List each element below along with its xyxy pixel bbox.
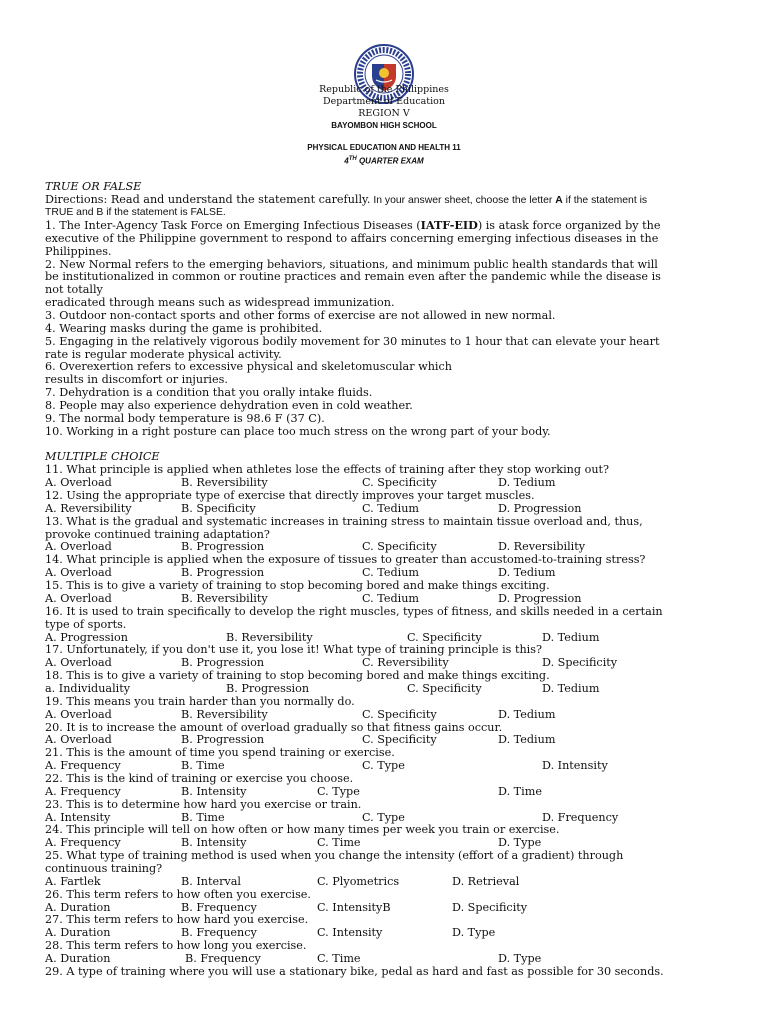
tf-question-5-cont: rate is regular moderate physical activity. xyxy=(45,348,282,361)
tf-question-8: 8. People may also experience dehydration even in cold weather. xyxy=(45,399,413,412)
mc-question-25-cont: continuous training? xyxy=(45,862,163,875)
tf-question-1-cont: executive of the Philippine government to respond to affairs concerning emerging infectious diseases in the xyxy=(45,232,659,245)
choice-b: B. Specificity xyxy=(181,502,256,515)
choice-d: D. Tedium xyxy=(498,733,556,746)
tf-question-4: 4. Wearing masks during the game is prohibited. xyxy=(45,322,323,335)
choice-b: B. Frequency xyxy=(181,926,257,939)
choice-c: C. Specificity xyxy=(362,540,437,553)
choice-d: D. Progression xyxy=(498,592,582,605)
choice-b: B. Progression xyxy=(226,682,310,695)
header-school: BAYOMBON HIGH SCHOOL xyxy=(331,121,437,130)
choice-a: A. Frequency xyxy=(45,836,121,849)
choice-d: D. Frequency xyxy=(542,811,619,824)
choice-b: B. Reversibility xyxy=(226,631,313,644)
choice-a: A. Overload xyxy=(45,733,112,746)
choice-a: A. Overload xyxy=(45,592,112,605)
choice-b: B. Reversibility xyxy=(181,708,268,721)
mc-question-18: 18. This is to give a variety of training to stop becoming bored and make things exciting. xyxy=(45,669,550,682)
choice-a: A. Frequency xyxy=(45,759,121,772)
header-region: REGION V xyxy=(358,108,410,119)
choice-b: B. Time xyxy=(181,759,225,772)
choice-c: C. Type xyxy=(362,811,405,824)
tf-question-7: 7. Dehydration is a condition that you orally intake fluids. xyxy=(45,386,373,399)
tf-section-title: TRUE OR FALSE xyxy=(45,180,142,193)
tf-question-9: 9. The normal body temperature is 98.6 F (37 C). xyxy=(45,412,325,425)
mc-question-12: 12. Using the appropriate type of exercise that directly improves your target muscles. xyxy=(45,489,535,502)
choice-d: D. Type xyxy=(498,836,542,849)
choice-a: A. Fartlek xyxy=(45,875,101,888)
choice-a: A. Overload xyxy=(45,656,112,669)
tf-question-2: 2. New Normal refers to the emerging behaviors, situations, and minimum public health standards that will xyxy=(45,258,658,271)
choice-d: D. Progression xyxy=(498,502,582,515)
choice-d: D. Tedium xyxy=(542,682,600,695)
choice-d: D. Specificity xyxy=(542,656,618,669)
choice-c: C. Type xyxy=(362,759,405,772)
choice-c: C. Plyometrics xyxy=(317,875,400,888)
choice-c: C. Tedium xyxy=(362,566,420,579)
mc-question-11: 11. What principle is applied when athletes lose the effects of training after they stop working out? xyxy=(45,463,610,476)
tf-question-1: 1. The Inter-Agency Task Force on Emerging Infectious Diseases (IATF-EID) is atask force organized by the xyxy=(45,218,661,232)
choice-c: C. Specificity xyxy=(362,733,437,746)
choice-d: D. Type xyxy=(452,926,496,939)
mc-question-16: 16. It is used to train specifically to develop the right muscles, types of fitness, and skills needed in a certain xyxy=(45,605,663,618)
choice-b: B. Progression xyxy=(181,733,265,746)
mc-question-26: 26. This term refers to how often you exercise. xyxy=(45,888,311,901)
choice-b: B. Progression xyxy=(181,540,265,553)
header-republic: Republic of the Philippines xyxy=(319,84,449,95)
mc-question-28: 28. This term refers to how long you exercise. xyxy=(45,939,307,952)
tf-question-5: 5. Engaging in the relatively vigorous bodily movement for 30 minutes to 1 hour that can elevate your heart xyxy=(45,335,660,348)
mc-question-15: 15. This is to give a variety of training to stop becoming bored and make things exciting. xyxy=(45,579,550,592)
choice-c: C. Specificity xyxy=(362,708,437,721)
mc-question-16-cont: type of sports. xyxy=(45,618,127,631)
choice-d: D. Tedium xyxy=(498,566,556,579)
mc-question-13: 13. What is the gradual and systematic increases in training stress to maintain tissue overload and, thus, xyxy=(45,515,643,528)
choice-a: A. Overload xyxy=(45,476,112,489)
choice-d: D. Retrieval xyxy=(452,875,520,888)
choice-a: A. Progression xyxy=(45,631,128,644)
header-department: Department of Education xyxy=(323,96,445,107)
mc-question-14: 14. What principle is applied when the exposure of tissues to greater than accustomed-to-training stress? xyxy=(45,553,646,566)
tf-question-2-cont: eradicated through means such as widespread immunization. xyxy=(45,296,395,309)
mc-question-29: 29. A type of training where you will use a stationary bike, pedal as hard and fast as possible for 30 seconds. xyxy=(45,965,664,978)
choice-c: C. Time xyxy=(317,952,361,965)
choice-d: D. Tedium xyxy=(498,708,556,721)
mc-question-24: 24. This principle will tell on how often or how many times per week you train or exercise. xyxy=(45,823,560,836)
choice-b: B. Intensity xyxy=(181,836,247,849)
choice-a: A. Overload xyxy=(45,566,112,579)
choice-a: a. Individuality xyxy=(45,682,131,695)
choice-b: B. Progression xyxy=(181,656,265,669)
mc-question-27: 27. This term refers to how hard you exercise. xyxy=(45,913,309,926)
mc-question-23: 23. This is to determine how hard you exercise or train. xyxy=(45,798,362,811)
tf-directions-cont: TRUE and B if the statement is FALSE. xyxy=(45,207,226,218)
choice-a: A. Duration xyxy=(45,901,111,914)
tf-question-6: 6. Overexertion refers to excessive physical and skeletomuscular which xyxy=(45,360,452,373)
choice-a: A. Duration xyxy=(45,926,111,939)
choice-d: D. Time xyxy=(498,785,542,798)
choice-c: C. Specificity xyxy=(407,631,482,644)
choice-b: B. Intensity xyxy=(181,785,247,798)
choice-c: C. Specificity xyxy=(362,476,437,489)
mc-question-25: 25. What type of training method is used when you change the intensity (effort of a gradient) through xyxy=(45,849,624,862)
choice-b: B. Reversibility xyxy=(181,476,268,489)
choice-a: A. Frequency xyxy=(45,785,121,798)
choice-b: B. Interval xyxy=(181,875,241,888)
choice-b: B. Time xyxy=(181,811,225,824)
choice-c: C. IntensityB xyxy=(317,901,391,914)
tf-question-2-cont: be institutionalized in common or routine practices and remain even after the pandemic while the disease is xyxy=(45,270,661,283)
mc-question-13-cont: provoke continued training adaptation? xyxy=(45,528,270,541)
choice-d: D. Tedium xyxy=(542,631,600,644)
choice-d: D. Tedium xyxy=(498,476,556,489)
mc-question-17: 17. Unfortunately, if you don't use it, you lose it! What type of training principle is this? xyxy=(45,643,542,656)
choice-d: D. Intensity xyxy=(542,759,608,772)
choice-c: C. Tedium xyxy=(362,592,420,605)
header-exam: 4TH QUARTER EXAM xyxy=(344,156,424,166)
tf-question-10: 10. Working in a right posture can place too much stress on the wrong part of your body. xyxy=(45,425,551,438)
tf-directions: Directions: Read and understand the statement carefully. In your answer sheet, choose the letter A if the statement is xyxy=(45,193,648,206)
choice-c: C. Intensity xyxy=(317,926,383,939)
mc-section-title: MULTIPLE CHOICE xyxy=(45,450,160,463)
choice-a: A. Duration xyxy=(45,952,111,965)
choice-c: C. Type xyxy=(317,785,360,798)
choice-d: D. Type xyxy=(498,952,542,965)
mc-question-21: 21. This is the amount of time you spend training or exercise. xyxy=(45,746,395,759)
choice-b: B. Progression xyxy=(181,566,265,579)
mc-question-20: 20. It is to increase the amount of overload gradually so that fitness gains occur. xyxy=(45,721,503,734)
choice-b: B. Frequency xyxy=(185,952,261,965)
choice-c: C. Tedium xyxy=(362,502,420,515)
choice-c: C. Specificity xyxy=(407,682,482,695)
mc-question-22: 22. This is the kind of training or exercise you choose. xyxy=(45,772,354,785)
choice-d: D. Specificity xyxy=(452,901,528,914)
choice-a: A. Overload xyxy=(45,708,112,721)
choice-b: B. Reversibility xyxy=(181,592,268,605)
choice-d: D. Reversibility xyxy=(498,540,586,553)
tf-question-2-cont: not totally xyxy=(45,283,103,296)
choice-b: B. Frequency xyxy=(181,901,257,914)
tf-question-6-cont: results in discomfort or injuries. xyxy=(45,373,228,386)
mc-question-19: 19. This means you train harder than you normally do. xyxy=(45,695,355,708)
choice-a: A. Reversibility xyxy=(45,502,132,515)
choice-a: A. Intensity xyxy=(45,811,111,824)
tf-question-3: 3. Outdoor non-contact sports and other forms of exercise are not allowed in new normal. xyxy=(45,309,556,322)
choice-c: C. Time xyxy=(317,836,361,849)
choice-c: C. Reversibility xyxy=(362,656,449,669)
choice-a: A. Overload xyxy=(45,540,112,553)
tf-question-1-cont: Philippines. xyxy=(45,245,112,258)
header-subject: PHYSICAL EDUCATION AND HEALTH 11 xyxy=(307,143,461,152)
